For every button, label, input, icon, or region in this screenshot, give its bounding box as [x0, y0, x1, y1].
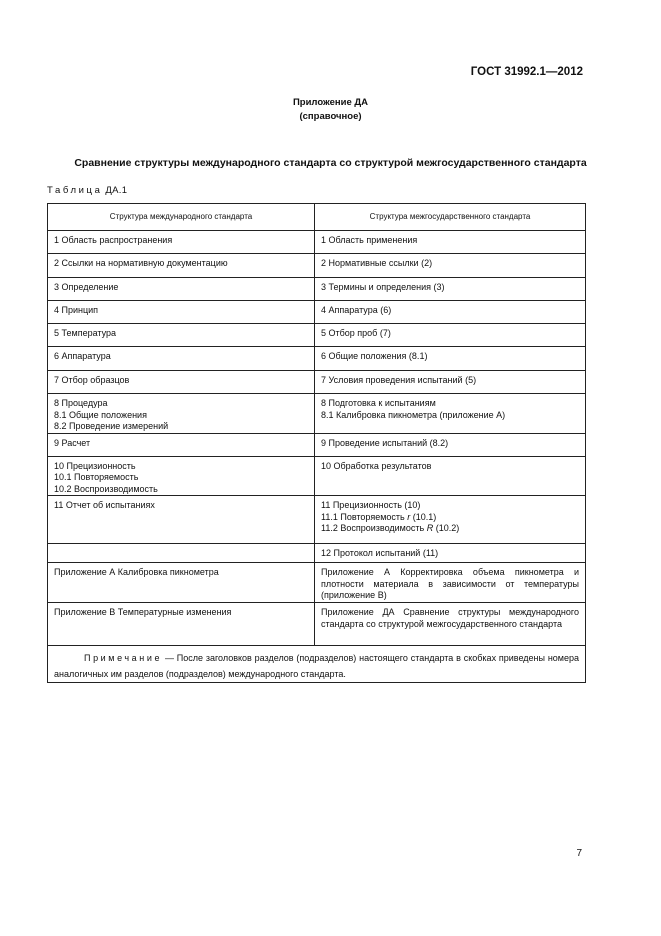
table-cell-right: 10 Обработка результатов [315, 456, 586, 496]
cell-line: 11.2 Воспроизводимость R (10.2) [321, 523, 460, 533]
annex-heading [0, 96, 661, 124]
table-row [48, 496, 586, 544]
cell-line: 11.1 Повторяемость r (10.1) [321, 511, 437, 522]
table-header-row [48, 204, 586, 231]
table-row [48, 433, 586, 456]
table-row [48, 563, 586, 603]
table-cell-left: 9 Расчет [48, 433, 315, 456]
table-row [48, 231, 586, 254]
page-number: 7 [576, 848, 582, 859]
table-row [48, 324, 586, 347]
table-cell-left: Приложение В Температурные изменения [48, 603, 315, 646]
cell-line: 10 Прецизионность [54, 460, 136, 471]
table-cell-left: 6 Аппаратура [48, 347, 315, 371]
cell-line: 11 Прецизионность (10) [321, 500, 421, 510]
annex-subtitle: (справочное) [299, 111, 362, 122]
table-row [48, 278, 586, 301]
cell-line: 8.1 Калибровка пикнометра (приложение А) [321, 409, 506, 420]
column-header-international: Структура международного стандарта [48, 204, 315, 231]
table-cell-right: 3 Термины и определения (3) [315, 278, 586, 301]
document-code: ГОСТ 31992.1—2012 [470, 66, 583, 78]
table-cell-right: 7 Условия проведения испытаний (5) [315, 371, 586, 394]
table-cell-left-empty [48, 544, 315, 563]
table-cell-right: 5 Отбор проб (7) [315, 324, 586, 347]
cell-line: 8 Процедура [54, 398, 108, 408]
table-row [48, 544, 586, 563]
table-cell-left: 4 Принцип [48, 301, 315, 324]
table-cell-left: 5 Температура [48, 324, 315, 347]
note-text: — После заголовков разделов (подразделов) настоящего стандарта в скобках приведены номера аналогичных им разделов (подразделов) международного стандарта. [54, 653, 579, 679]
table-cell-left: 1 Область распространения [48, 231, 315, 254]
page-title: Сравнение структуры международного стандарта со структурой межгосударственного стандарта [74, 157, 587, 169]
annex-title: Приложение ДА [292, 97, 369, 108]
table-cell-right: Приложение А Корректировка объема пикнометра и плотности материала в зависимости от температуры (приложение В) [315, 563, 586, 603]
table-cell-left [48, 456, 315, 496]
table-cell-left [48, 394, 315, 434]
table-label-word: Таблица [47, 185, 103, 196]
table-note [48, 646, 586, 683]
table-label [47, 185, 127, 196]
comparison-table [47, 203, 586, 683]
table-cell-right: 4 Аппаратура (6) [315, 301, 586, 324]
table-cell-right [315, 394, 586, 434]
cell-line: 8 Подготовка к испытаниям [321, 398, 436, 408]
cell-line: 10.2 Воспроизводимость [54, 483, 158, 494]
table-row [48, 301, 586, 324]
note-label: Примечание [84, 653, 163, 663]
column-header-interstate: Структура межгосударственного стандарта [315, 204, 586, 231]
cell-line: 8.2 Проведение измерений [54, 421, 169, 431]
table-row [48, 254, 586, 278]
table-row [48, 394, 586, 434]
table-row [48, 371, 586, 394]
cell-line: 10.1 Повторяемость [54, 472, 139, 482]
cell-line: 8.1 Общие положения [54, 409, 147, 420]
table-cell-left: 3 Определение [48, 278, 315, 301]
table-row [48, 603, 586, 646]
table-cell-right: 6 Общие положения (8.1) [315, 347, 586, 371]
table-label-number: ДА.1 [105, 185, 128, 196]
table-note-row [48, 646, 586, 683]
table-row [48, 347, 586, 371]
table-cell-left: 2 Ссылки на нормативную документацию [48, 254, 315, 278]
table-row [48, 456, 586, 496]
table-cell-left: Приложение А Калибровка пикнометра [48, 563, 315, 603]
table-cell-right [315, 496, 586, 544]
table-cell-right: 9 Проведение испытаний (8.2) [315, 433, 586, 456]
table-cell-right: 2 Нормативные ссылки (2) [315, 254, 586, 278]
table-cell-left: 11 Отчет об испытаниях [48, 496, 315, 544]
table-cell-right: 1 Область применения [315, 231, 586, 254]
table-cell-left: 7 Отбор образцов [48, 371, 315, 394]
table-cell-right: 12 Протокол испытаний (11) [315, 544, 586, 563]
table-cell-right: Приложение ДА Сравнение структуры международного стандарта со структурой межгосударственного стандарта [315, 603, 586, 646]
